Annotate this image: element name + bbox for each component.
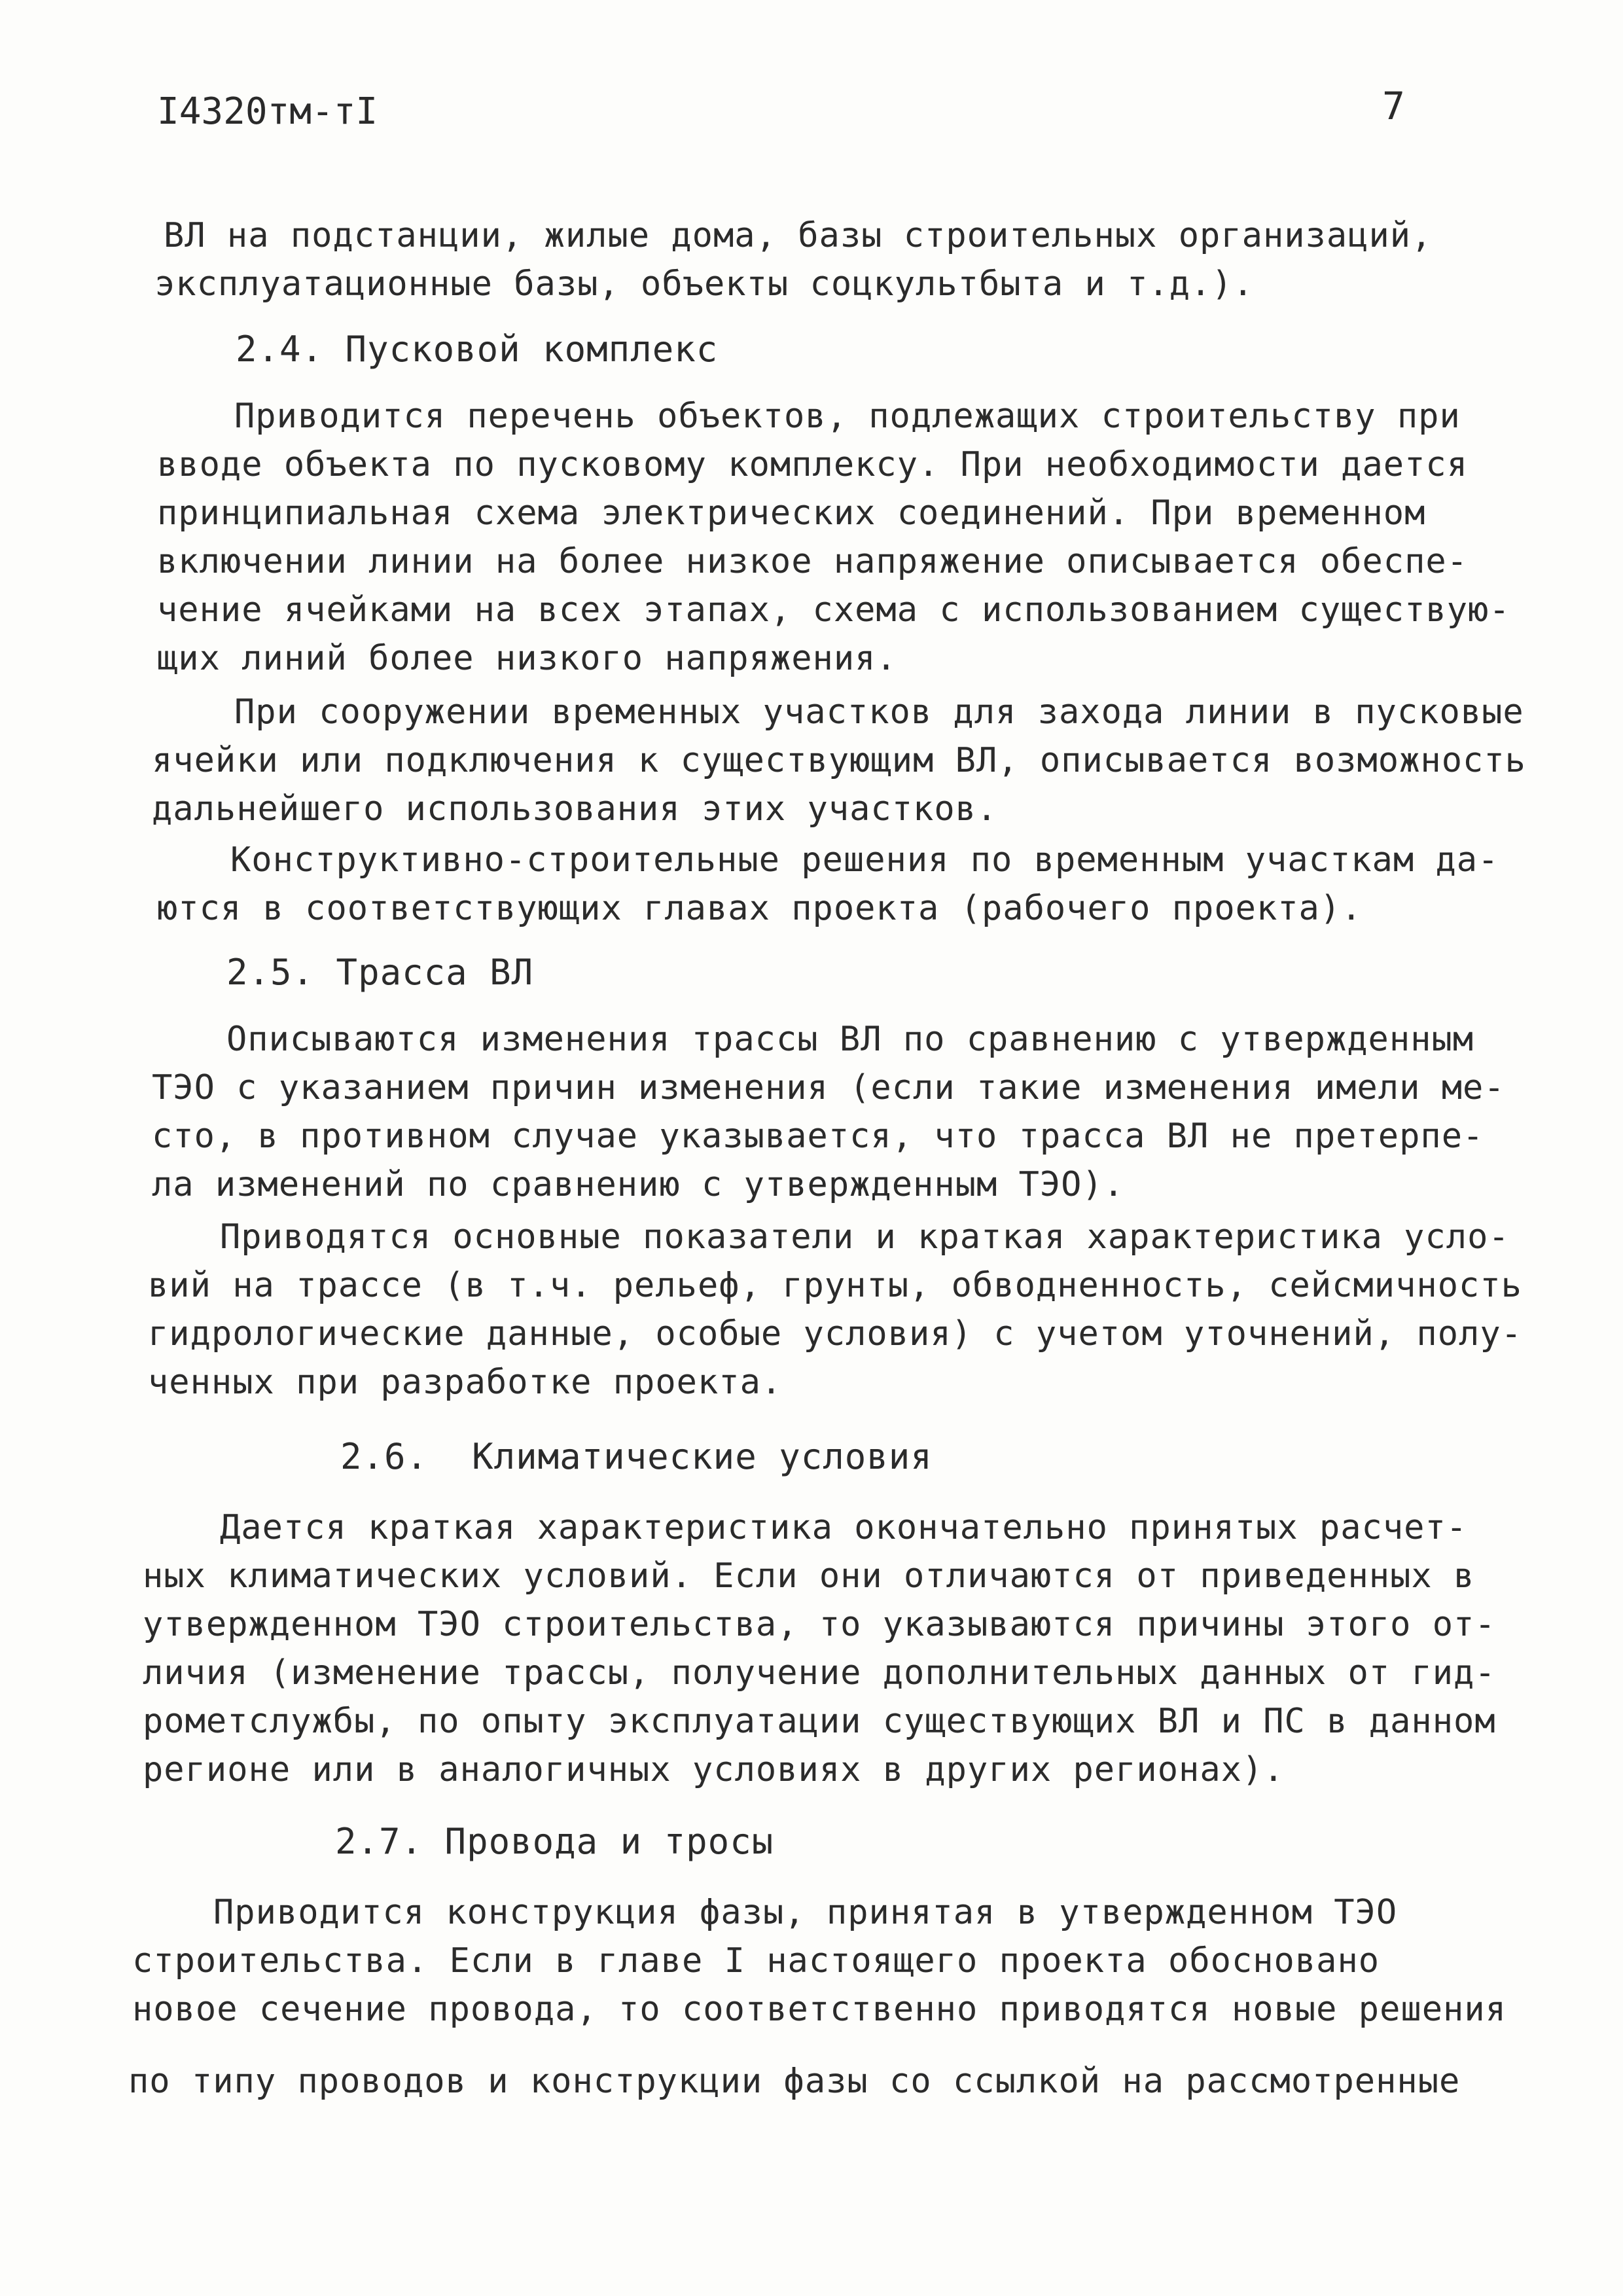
text-line: эксплуатационные базы, объекты соцкультбыта и т.д.). xyxy=(154,264,1254,304)
text-line: дальнейшего использования этих участков. xyxy=(152,789,998,829)
section-heading-2-4: 2.4. Пусковой комплекс xyxy=(236,329,719,370)
text-line: по типу проводов и конструкции фазы со ссылкой на рассмотренные xyxy=(128,2062,1461,2101)
section-heading-2-5: 2.5. Трасса ВЛ xyxy=(226,952,534,993)
page-number: 7 xyxy=(1382,84,1405,128)
text-line: Дается краткая характеристика окончательно принятых расчет- xyxy=(220,1508,1468,1547)
text-line: новое сечение провода, то соответственно приводятся новые решения xyxy=(132,1990,1507,2029)
text-line: включении линии на более низкое напряжение описывается обеспе- xyxy=(157,542,1469,581)
text-line: ных климатических условий. Если они отличаются от приведенных в xyxy=(143,1556,1475,1596)
text-line: ВЛ на подстанции, жилые дома, базы строительных организаций, xyxy=(164,216,1433,255)
text-line: ченных при разработке проекта. xyxy=(148,1363,783,1402)
text-line: ются в соответствующих главах проекта (рабочего проекта). xyxy=(157,889,1363,928)
text-line: При сооружении временных участков для захода линии в пусковые xyxy=(234,692,1524,732)
section-heading-2-6: 2.6. Климатические условия xyxy=(340,1436,933,1477)
text-line: принципиальная схема электрических соединений. При временном xyxy=(157,493,1426,533)
text-line: Приводится перечень объектов, подлежащих строительству при xyxy=(234,397,1461,436)
text-line: чение ячейками на всех этапах, схема с использованием существую- xyxy=(157,590,1510,630)
text-line: сто, в противном случае указывается, что трасса ВЛ не претерпе- xyxy=(152,1117,1484,1156)
text-line: Конструктивно-строительные решения по временным участкам да- xyxy=(230,840,1499,880)
text-line: ТЭО с указанием причин изменения (если такие изменения имели ме- xyxy=(152,1068,1505,1107)
text-line: вводе объекта по пусковому комплексу. При необходимости дается xyxy=(157,445,1469,484)
text-line: рометслужбы, по опыту эксплуатации существующих ВЛ и ПС в данном xyxy=(143,1702,1496,1741)
text-line: утвержденном ТЭО строительства, то указываются причины этого от- xyxy=(143,1605,1496,1644)
section-heading-2-7: 2.7. Провода и тросы xyxy=(335,1821,774,1862)
text-line: Описываются изменения трассы ВЛ по сравнению с утвержденным xyxy=(226,1020,1474,1059)
text-line: личия (изменение трассы, получение дополнительных данных от гид- xyxy=(143,1653,1496,1693)
text-line: Приводятся основные показатели и краткая характеристика усло- xyxy=(220,1217,1510,1257)
text-line: гидрологические данные, особые условия) с учетом уточнений, полу- xyxy=(148,1314,1522,1354)
text-line: ла изменений по сравнению с утвержденным ТЭО). xyxy=(152,1165,1125,1204)
text-line: строительства. Если в главе I настоящего проекта обосновано xyxy=(132,1941,1380,1981)
document-code: I4320тм-тI xyxy=(157,90,378,133)
text-line: ячейки или подключения к существующим ВЛ, описывается возможность xyxy=(152,741,1526,780)
text-line: вий на трассе (в т.ч. рельеф, грунты, обводненность, сейсмичность xyxy=(148,1266,1522,1305)
text-line: Приводится конструкция фазы, принятая в утвержденном ТЭО xyxy=(213,1893,1398,1932)
text-line: регионе или в аналогичных условиях в других регионах). xyxy=(143,1750,1285,1789)
text-line: щих линий более низкого напряжения. xyxy=(157,639,897,678)
